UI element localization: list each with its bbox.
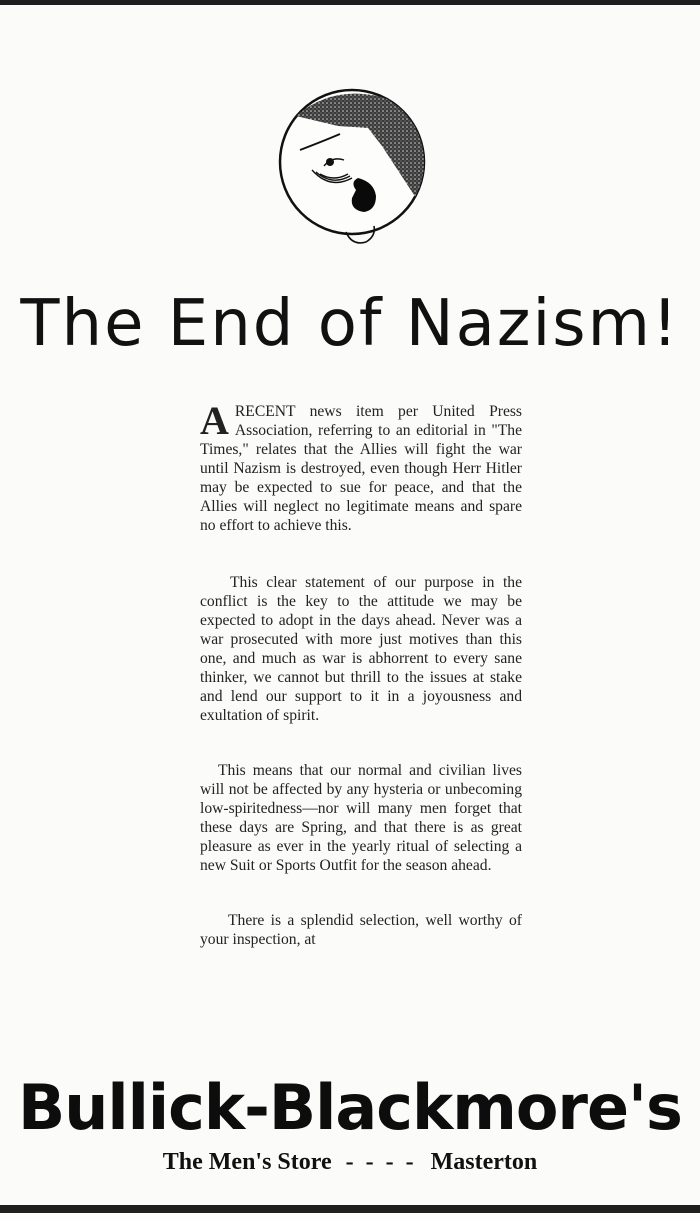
cartoon-face-icon bbox=[278, 86, 426, 252]
tagline-town: Masterton bbox=[430, 1149, 538, 1175]
store-name-logo: Bullick-Blackmore's bbox=[18, 1071, 682, 1144]
article-paragraph-1 bbox=[200, 398, 522, 535]
store-tagline bbox=[0, 1145, 700, 1179]
article-paragraph-4: There is a splendid selection, well worthy of your inspection, at bbox=[200, 912, 522, 948]
tagline-store: The Men's Store bbox=[162, 1149, 332, 1175]
article-body bbox=[200, 398, 522, 949]
paragraph-1-text: RECENT news item per United Press Association, referring to an editorial in "The Times," relates that the Allies will fight the war until Nazism is destroyed, even though Herr Hitler may be expected to sue for peace, and that the Allies will neglect no legitimate means and spare no effort to achieve this. bbox=[200, 403, 522, 534]
drop-cap: A bbox=[200, 398, 229, 443]
tagline-dashes: - - - - bbox=[345, 1149, 417, 1175]
bottom-border-rule bbox=[0, 1205, 700, 1213]
top-border-rule bbox=[0, 0, 700, 5]
headline: The End of Nazism! bbox=[20, 287, 680, 361]
article-paragraph-3: This means that our normal and civilian lives will not be affected by any hysteria or unbecoming low-spiritedness—nor will many men forget that these days are Spring, and that there is as great pleasure as ever in the yearly ritual of selecting a new Suit or Sports Outfit for the season ahead. bbox=[200, 762, 522, 874]
article-paragraph-2: This clear statement of our purpose in the conflict is the key to the attitude we may be expected to adopt in the days ahead. Never was a war prosecuted with more just motives than this one, and much as war is abhorrent to every sane thinker, we cannot but thrill to the issues at stake and lend our support to it in a joyousness and exultation of spirit. bbox=[200, 574, 522, 724]
